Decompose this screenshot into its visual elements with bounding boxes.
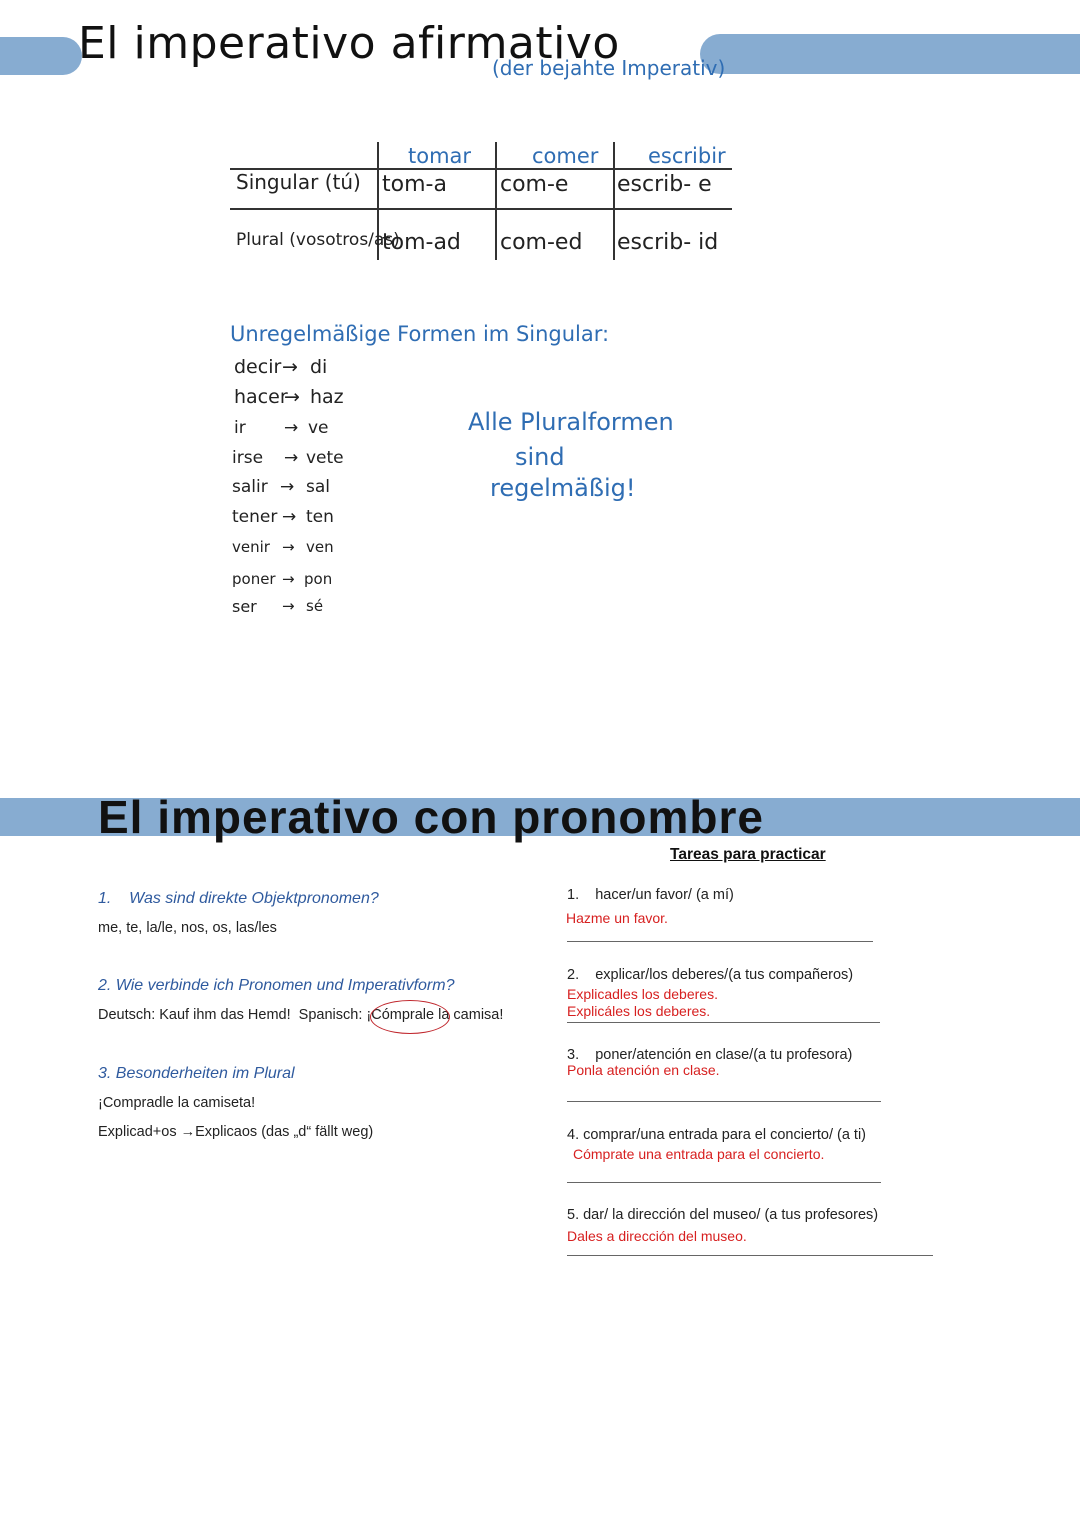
table-hline-2 <box>230 208 732 210</box>
page-subtitle: (der bejahte Imperativ) <box>492 56 726 80</box>
highlight-circle <box>370 1000 450 1034</box>
list-item-form: ten <box>306 507 334 527</box>
task-answer-2b[interactable]: Explicáles los deberes. <box>567 1003 711 1019</box>
irregular-infinitive: salir <box>232 477 268 497</box>
answer-line <box>567 1255 933 1256</box>
list-item-arrow: → <box>284 418 299 438</box>
irregular-heading: Unregelmäßige Formen im Singular: <box>230 322 610 346</box>
table-cell: escrib- id <box>617 230 719 255</box>
list-item-form: haz <box>310 386 344 408</box>
task-answer-1[interactable]: Hazme un favor. <box>566 910 668 926</box>
list-item-form: di <box>310 356 328 378</box>
answer-line <box>567 941 873 942</box>
answer-3-line-1: ¡Compradle la camiseta! <box>98 1095 256 1111</box>
task-prompt-4: 4. comprar/una entrada para el concierto/ (a ti) <box>567 1127 867 1143</box>
list-item <box>234 356 281 378</box>
irregular-infinitive: venir <box>232 538 270 556</box>
list-item <box>232 570 276 588</box>
list-item-arrow: → <box>282 538 295 556</box>
table-cell: tom-ad <box>382 230 461 255</box>
answer-1: me, te, la/le, nos, os, las/les <box>98 920 277 936</box>
list-item-form: vete <box>306 448 344 468</box>
irregular-infinitive: poner <box>232 570 276 588</box>
irregular-infinitive: hacer <box>234 386 288 408</box>
list-item <box>232 477 268 497</box>
list-item <box>234 418 246 438</box>
task-answer-4[interactable]: Cómprate una entrada para el concierto. <box>573 1146 825 1162</box>
irregular-infinitive: irse <box>232 448 264 468</box>
section-title: El imperativo con pronombre <box>98 791 764 843</box>
task-prompt-2: 2. explicar/los deberes/(a tus compañeros) <box>567 967 854 983</box>
answer-line <box>567 1101 881 1102</box>
task-answer-5[interactable]: Dales a dirección del museo. <box>567 1228 747 1244</box>
task-prompt-5: 5. dar/ la dirección del museo/ (a tus profesores) <box>567 1207 879 1223</box>
question-2: 2. Wie verbinde ich Pronomen und Imperativform? <box>98 977 455 994</box>
table-col-tomar: tomar <box>408 144 472 168</box>
table-vline-3 <box>613 142 615 260</box>
answer-2-suffix: la camisa! <box>434 1007 504 1023</box>
list-item <box>232 507 277 527</box>
list-item-form: sé <box>306 597 324 615</box>
irregular-infinitive: ir <box>234 418 246 438</box>
list-item-form: ven <box>306 538 334 556</box>
list-item-arrow: → <box>282 507 297 527</box>
task-answer-2a[interactable]: Explicadles los deberes. <box>567 986 718 1002</box>
list-item-arrow: → <box>282 356 298 378</box>
list-item <box>232 538 270 556</box>
question-1: 1. Was sind direkte Objektpronomen? <box>98 890 379 907</box>
plural-note-line-2: sind <box>515 443 565 471</box>
table-cell: com-e <box>500 172 569 197</box>
plural-note-line-3: regelmäßig! <box>490 474 636 502</box>
answer-2-circled: ¡Cómprale <box>366 1007 435 1023</box>
answer-3-line-2: Explicad+os →Explicaos (das „d“ fällt weg) <box>98 1124 374 1140</box>
list-item-arrow: → <box>282 570 295 588</box>
table-col-escribir: escribir <box>648 144 726 168</box>
table-row-label-singular: Singular (tú) <box>236 170 361 194</box>
list-item-arrow: → <box>284 448 299 468</box>
list-item <box>234 386 288 408</box>
header-band-right <box>700 34 1080 74</box>
plural-note-line-1: Alle Pluralformen <box>468 408 674 436</box>
list-item-arrow: → <box>280 477 295 497</box>
table-cell: tom-a <box>382 172 447 197</box>
table-cell: escrib- e <box>617 172 712 197</box>
table-col-comer: comer <box>532 144 599 168</box>
table-row-label-plural: Plural (vosotros/as) <box>236 230 400 250</box>
page-title: El imperativo afirmativo <box>78 18 620 69</box>
list-item-form: pon <box>304 570 333 588</box>
irregular-infinitive: decir <box>234 356 282 378</box>
answer-line <box>567 1022 880 1023</box>
answer-2-prefix: Deutsch: Kauf ihm das Hemd! Spanisch: <box>98 1007 367 1023</box>
table-cell: com-ed <box>500 230 583 255</box>
answer-line <box>567 1182 881 1183</box>
question-3: 3. Besonderheiten im Plural <box>98 1065 295 1082</box>
task-prompt-3: 3. poner/atención en clase/(a tu profesora) <box>567 1047 853 1063</box>
list-item-form: sal <box>306 477 330 497</box>
list-item-arrow: → <box>282 597 295 615</box>
task-prompt-1: 1. hacer/un favor/ (a mí) <box>567 887 734 903</box>
list-item <box>232 597 257 616</box>
list-item-form: ve <box>308 418 329 438</box>
task-answer-3[interactable]: Ponla atención en clase. <box>567 1062 720 1078</box>
irregular-infinitive: tener <box>232 507 278 527</box>
header-band-left <box>0 37 82 75</box>
list-item-arrow: → <box>284 386 300 408</box>
table-vline-2 <box>495 142 497 260</box>
list-item <box>232 448 263 468</box>
irregular-infinitive: ser <box>232 597 257 616</box>
practice-heading: Tareas para practicar <box>670 846 826 863</box>
